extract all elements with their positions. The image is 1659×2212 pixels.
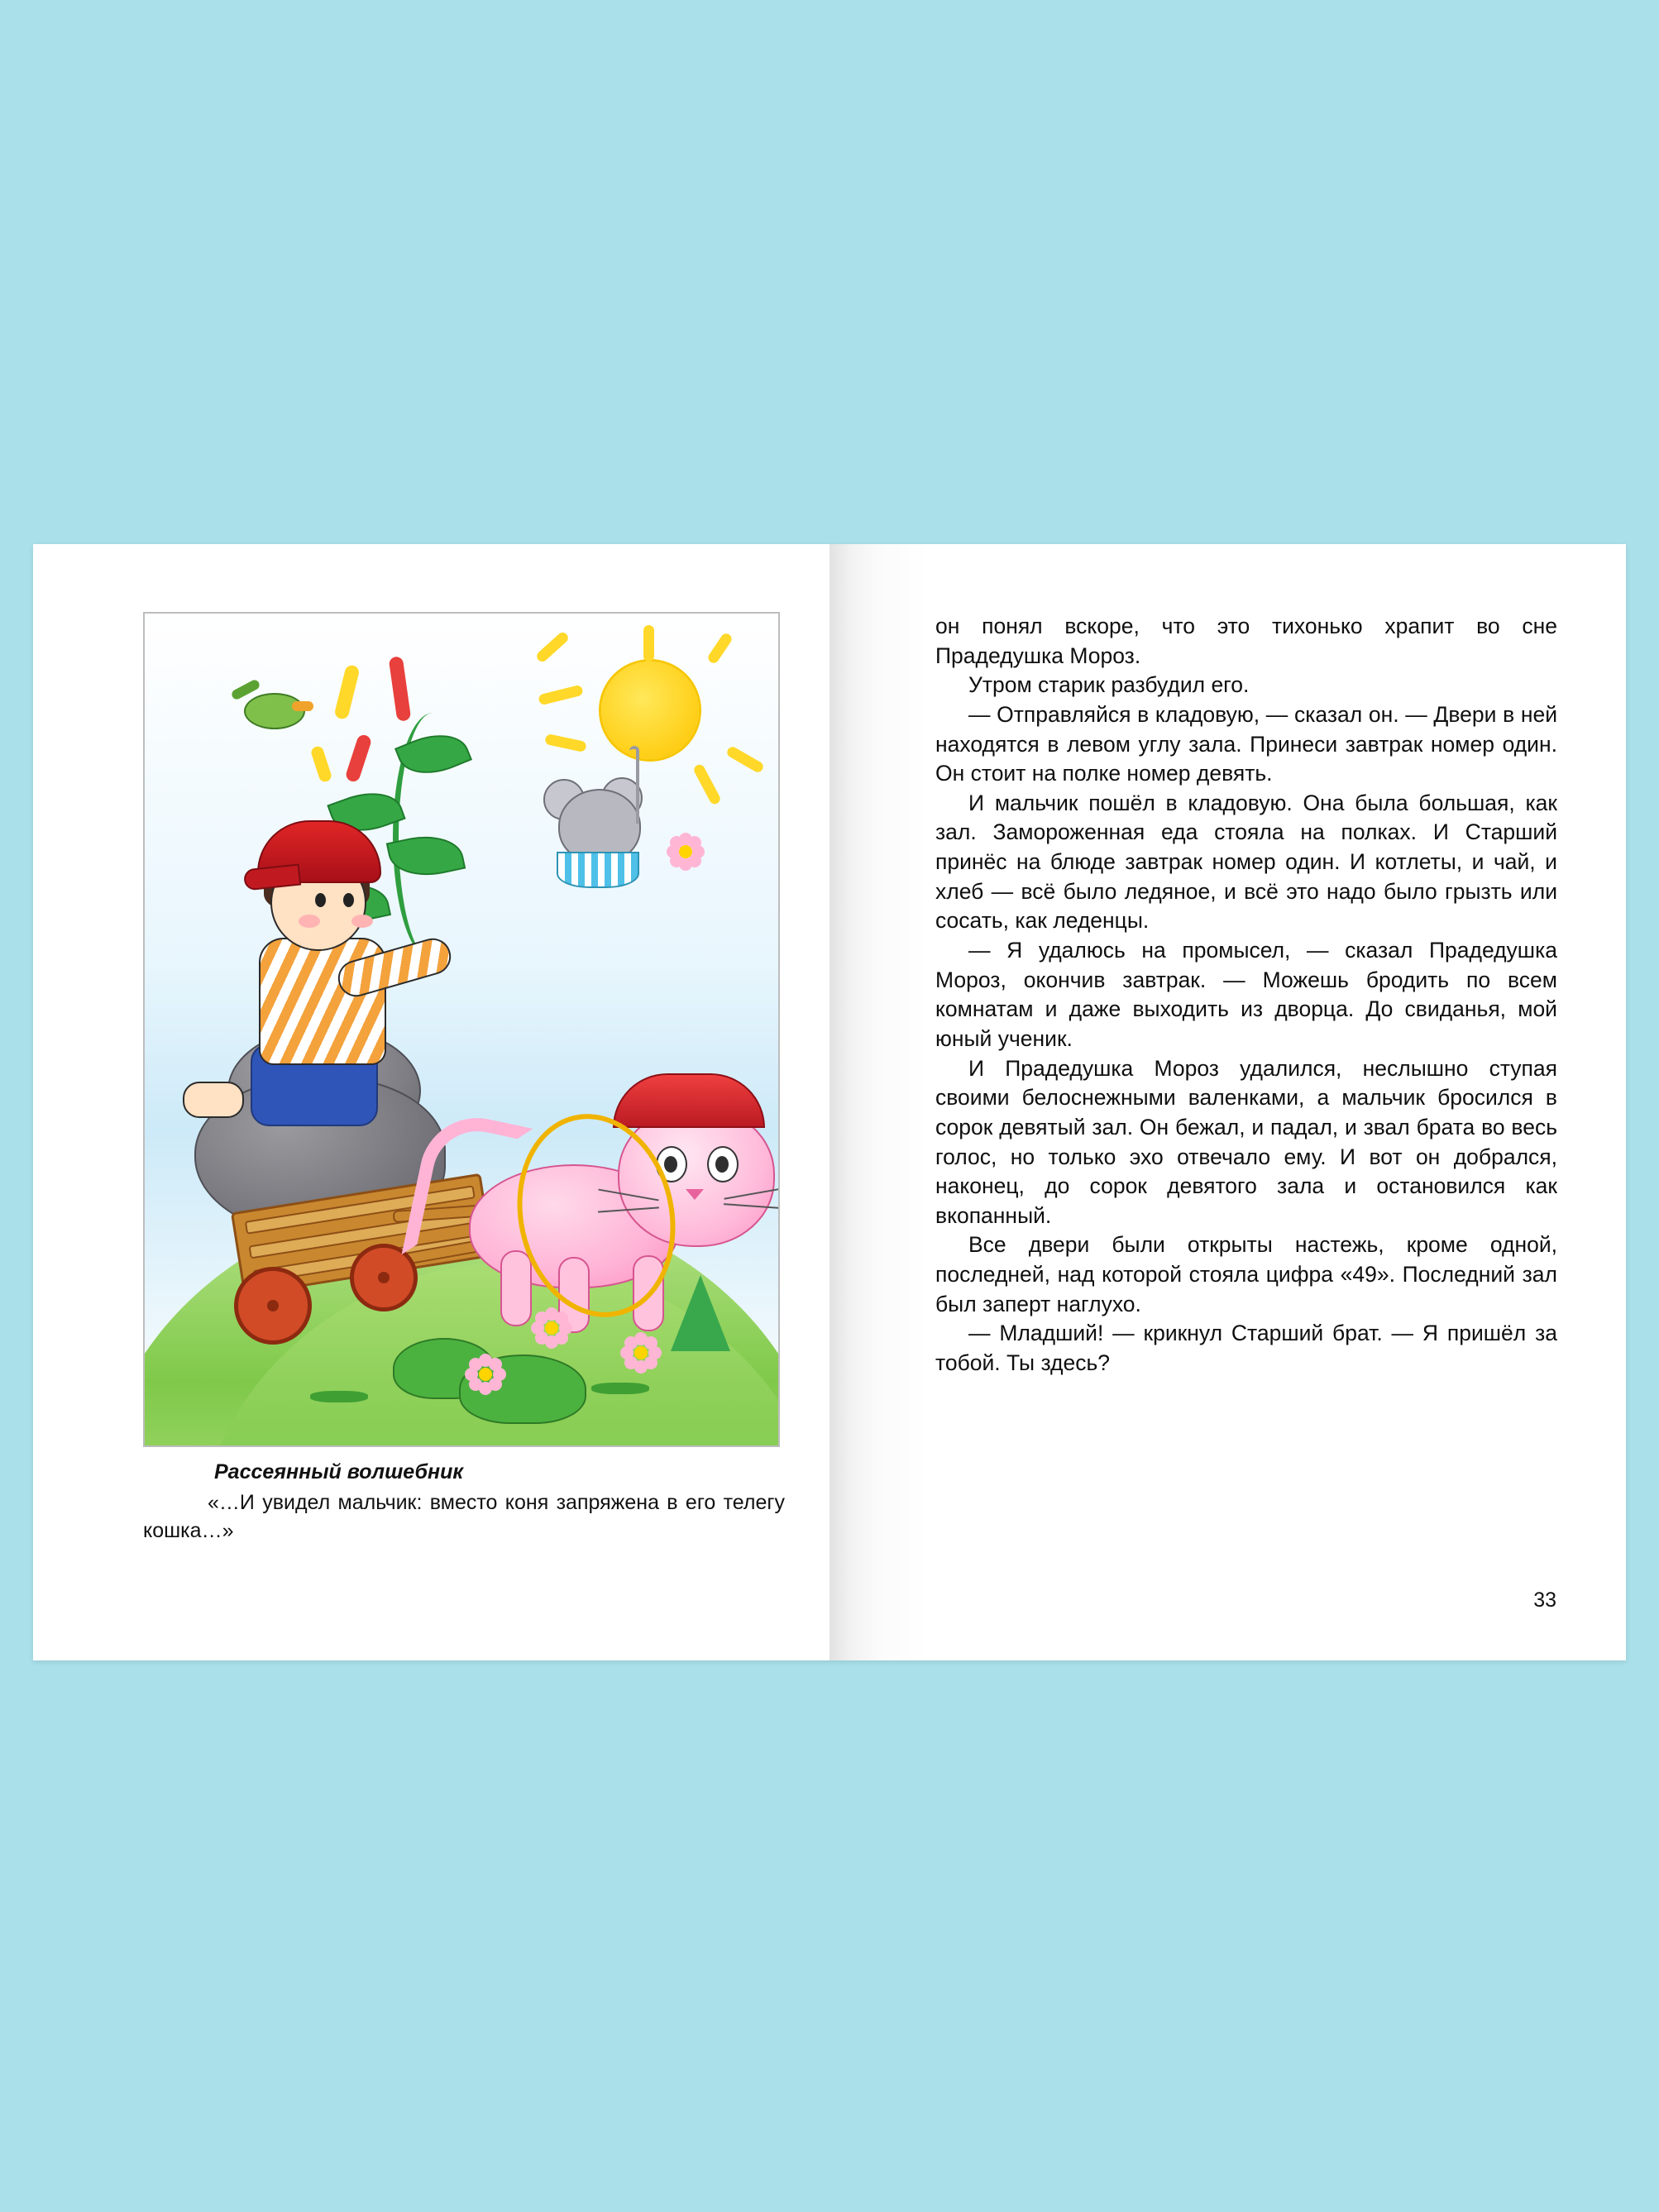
boy-cheek [351,915,373,928]
cat-leg [500,1250,532,1326]
mouse-tail [629,746,639,824]
sun-ray [544,733,587,752]
grass-tuft [591,1383,649,1394]
flower-icon [634,1346,648,1359]
flower-icon [545,1321,558,1335]
tree-shape [671,1275,730,1351]
decor-stroke [389,656,412,722]
sun-icon [601,662,699,759]
paragraph: — Отправляйся в кладовую, — сказал он. — Двери в ней находятся в левом углу зала. Принеси завтрак номер один. Он стоит на полке номер девять. [935,701,1557,786]
paragraph: — Я удалюсь на промысел, — сказал Прадедушка Мороз, окончив завтрак. — Можешь бродить по всем комнатам и даже выходить из дворца. До свиданья, мой юный ученик. [935,938,1557,1051]
paragraph: И Прадедушка Мороз удалился, неслышно ступая своими белоснежными валенками, а мальчик бросился в сорок девятый зал. Он бежал, и падал, и звал брата во весь голос, но только эхо отвечало ему. И вот он добрался, наконец, до сорок девятого зала и остановился как вкопанный. [935,1055,1557,1228]
bird-beak [292,701,313,711]
cart-wheel [234,1267,312,1345]
body-text [935,612,1557,1378]
decor-stroke [333,664,360,720]
cat-nose [686,1189,704,1200]
paragraph: И мальчик пошёл в кладовую. Она была большая, как зал. Замороженная еда стояла на полках. И Старший принёс на блюде завтрак номер один. И котлеты, и чай, и хлеб — всё было ледяное, и всё это надо было грызть или сосать, как леденцы. [935,790,1557,934]
sun-ray [535,630,571,663]
bird-icon [244,693,305,729]
paragraph: Все двери были открыты настежь, кроме одной, последней, над которой стояла цифра «49». Последний зал был заперт наглухо. [935,1232,1557,1316]
sun-ray [725,745,765,774]
figure-caption [143,1460,785,1545]
illustration-canvas [145,614,778,1445]
grass-tuft [310,1391,368,1402]
page-number: 33 [1533,1589,1556,1612]
cat-eye [707,1146,739,1182]
decor-stroke [344,733,372,783]
mouse-skirt [557,852,639,888]
sun-ray [692,762,722,805]
right-page [830,544,1626,1660]
bush-shape [459,1354,586,1424]
caption-text: «…И увидел мальчик: вместо коня запряжена в его телегу кошка…» [143,1491,785,1542]
caption-title: Рассеянный волшебник [214,1460,464,1483]
flower-icon [679,845,692,858]
boy-foot [183,1082,244,1118]
illustration-frame [143,612,780,1447]
sun-ray [706,632,734,665]
flower-icon [479,1368,492,1381]
paragraph: Утром старик разбудил его. [968,672,1250,698]
book-spread [33,544,1626,1660]
paragraph: — Младший! — крикнул Старший брат. — Я пришёл за тобой. Ты здесь? [935,1321,1557,1376]
left-page [33,544,830,1660]
sun-ray [538,685,584,706]
boy-eye [315,893,326,907]
boy-eye [343,893,354,907]
sun-ray [643,625,654,662]
paragraph: он понял вскоре, что это тихонько храпит во сне Прадедушка Мороз. [935,614,1557,668]
decor-stroke [310,745,333,783]
boy-cheek [299,915,320,928]
